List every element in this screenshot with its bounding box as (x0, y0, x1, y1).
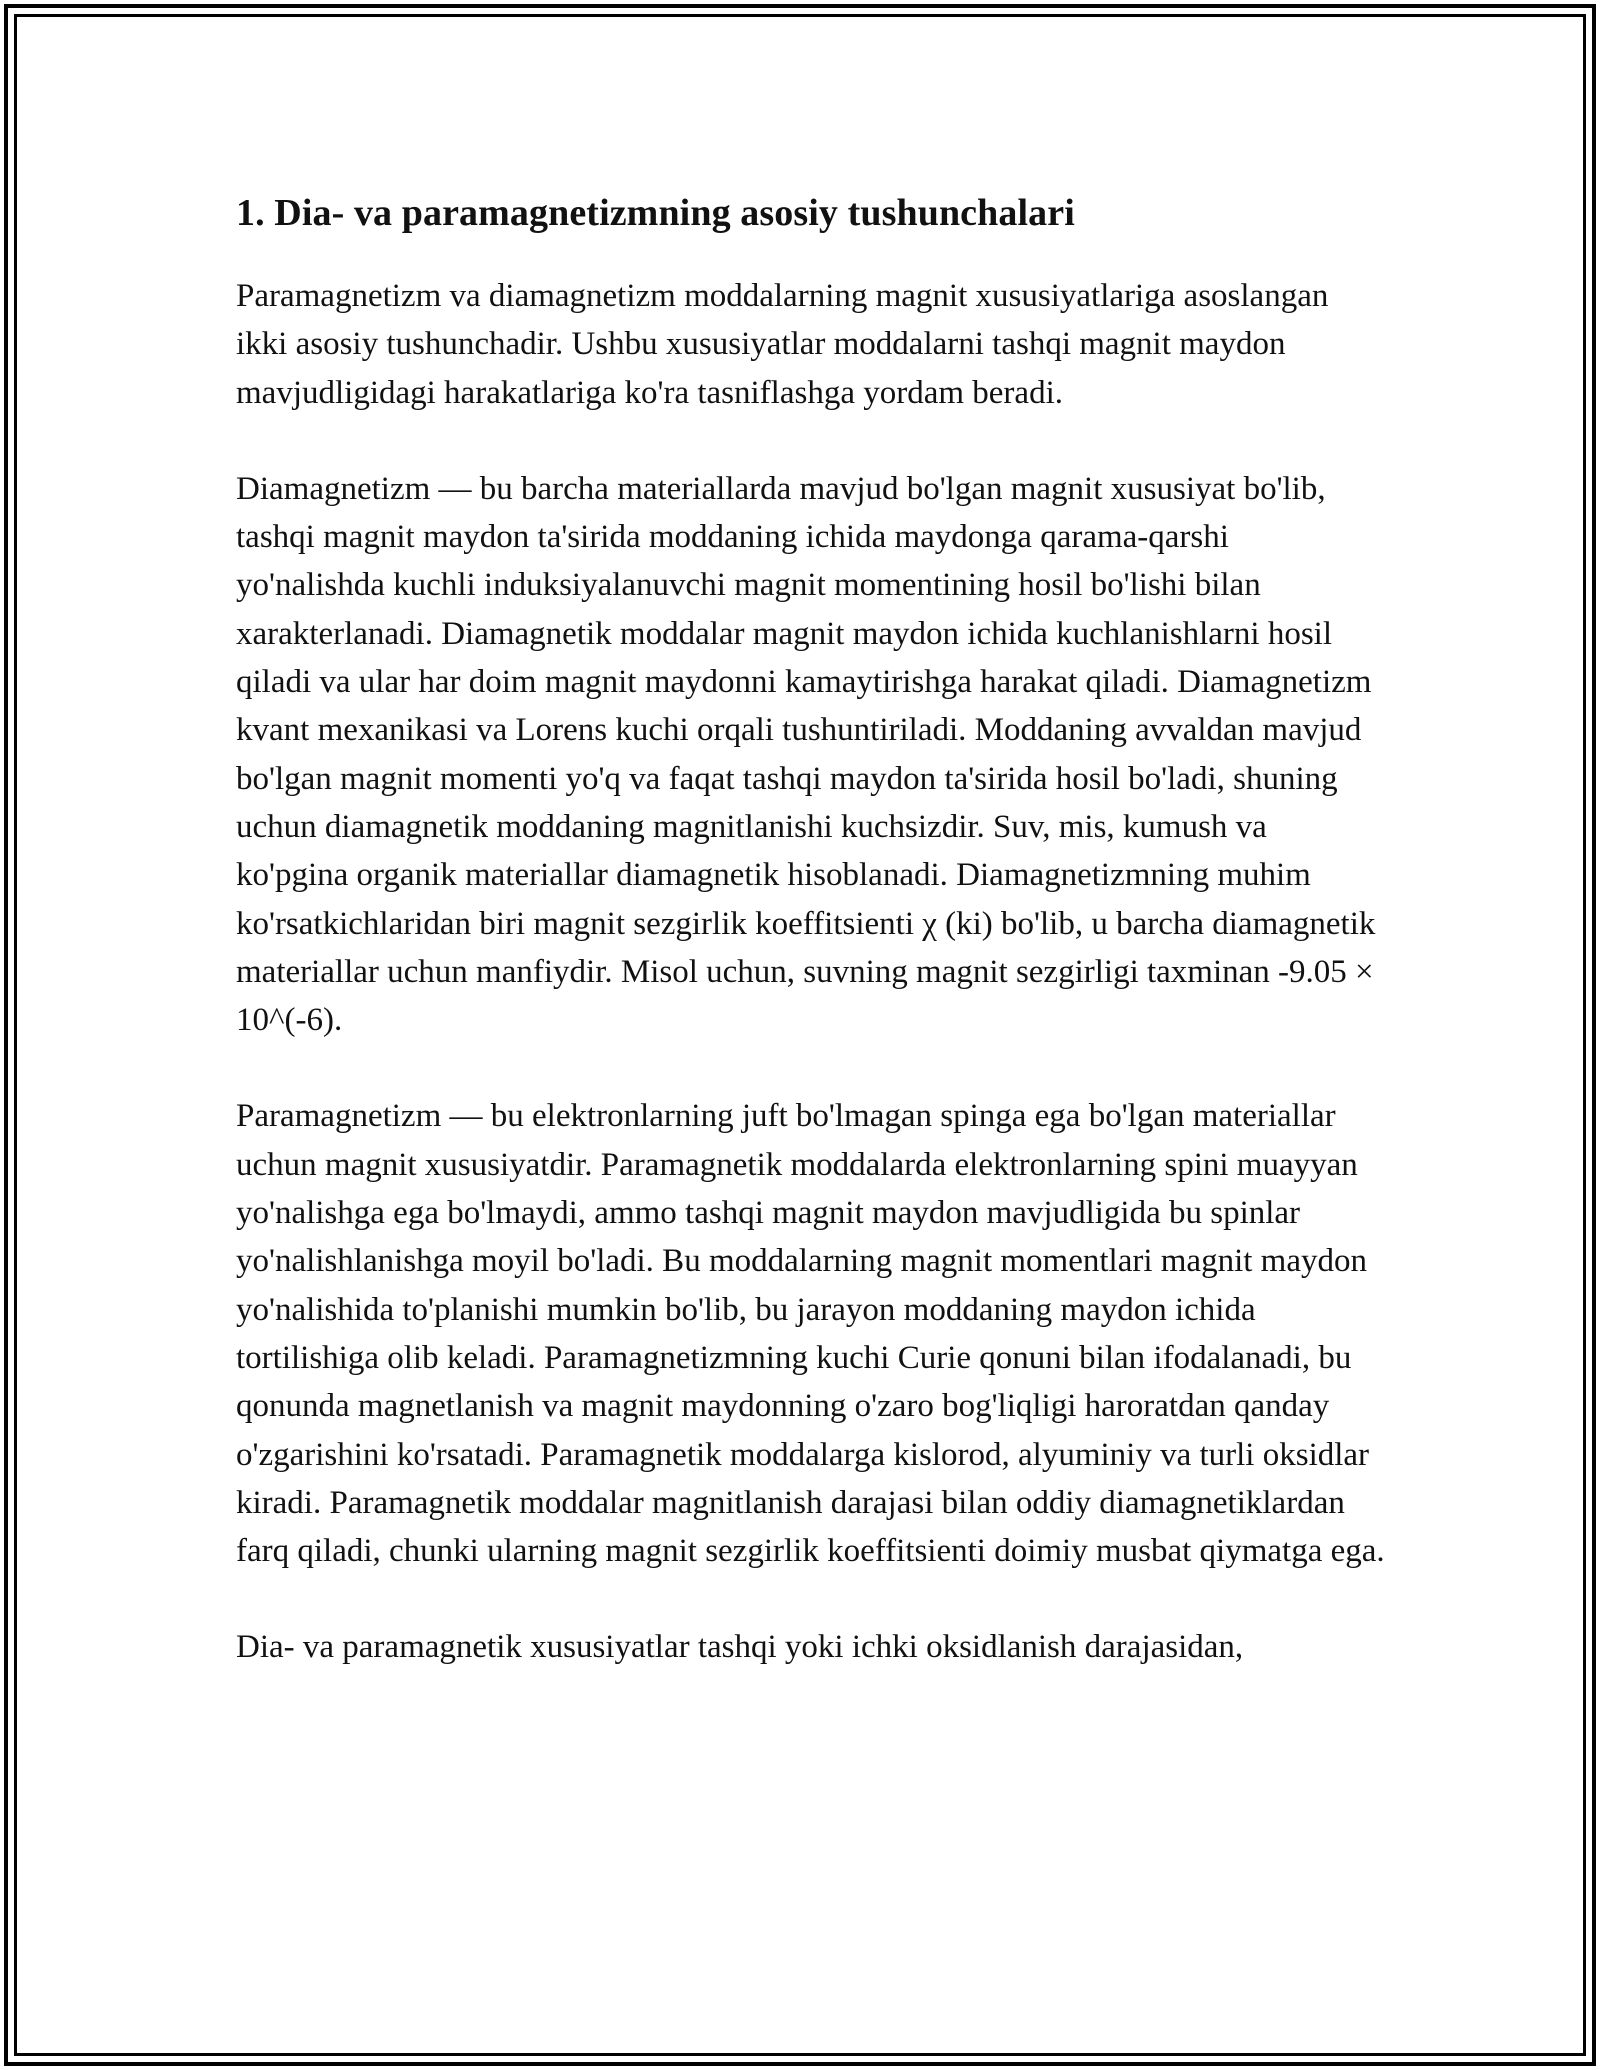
paragraph-diamagnetism: Diamagnetizm — bu barcha materiallarda mavjud bo'lgan magnit xususiyat bo'lib, tashqi magnit maydon ta'sirida moddaning ichida maydonga qarama-qarshi yo'nalishda kuchli induksiyalanuvchi magnit momentining hosil bo'lishi bilan xarakterlanadi. Diamagnetik moddalar magnit maydon ichida kuchlanishlarni hosil qiladi va ular har doim magnit maydonni kamaytirishga harakat qiladi. Diamagnetizm kvant mexanikasi va Lorens kuchi orqali tushuntiriladi. Moddaning avvaldan mavjud bo'lgan magnit momenti yo'q va faqat tashqi maydon ta'sirida hosil bo'ladi, shuning uchun diamagnetik moddaning magnitlanishi kuchsizdir. Suv, mis, kumush va ko'pgina organik materiallar diamagnetik hisoblanadi. Diamagnetizmning muhim ko'rsatkichlaridan biri magnit sezgirlik koeffitsienti χ (ki) bo'lib, u barcha diamagnetik materiallar uchun manfiydir. Misol uchun, suvning magnit sezgirligi taxminan -9.05 × 10^(-6). (236, 470, 1376, 1039)
paragraph-intro: Paramagnetizm va diamagnetizm moddalarning magnit xususiyatlariga asoslangan ikki asosiy tushunchadir. Ushbu xususiyatlar moddalarni tashqi magnit maydon mavjudligidagi harakatlariga ko'ra tasniflashga yordam beradi. (236, 278, 1329, 411)
paragraph-continuation: Dia- va paramagnetik xususiyatlar tashqi yoki ichki oksidlanish darajasidan, (236, 1629, 1244, 1666)
section-title: 1. Dia- va paramagnetizmning asosiy tushunchalari (236, 192, 1075, 234)
paragraph-paramagnetism: Paramagnetizm — bu elektronlarning juft bo'lmagan spinga ega bo'lgan materiallar uchun magnit xususiyatdir. Paramagnetik moddalarda elektronlarning spini muayyan yo'nalishga ega bo'lmaydi, ammo tashqi magnit maydon mavjudligida bu spinlar yo'nalishlanishga moyil bo'ladi. Bu moddalarning magnit momentlari magnit maydon yo'nalishida to'planishi mumkin bo'lib, bu jarayon moddaning maydon ichida tortilishiga olib keladi. Paramagnetizmning kuchi Curie qonuni bilan ifodalanadi, bu qonunda magnetlanish va magnit maydonning o'zaro bog'liqligi haroratdan qanday o'zgarishini ko'rsatadi. Paramagnetik moddalarga kislorod, alyuminiy va turli oksidlar kiradi. Paramagnetik moddalar magnitlanish darajasi bilan oddiy diamagnetiklardan farq qiladi, chunki ularning magnit sezgirlik koeffitsienti doimiy musbat qiymatga ega. (236, 1098, 1385, 1570)
document-body (236, 186, 1386, 1720)
